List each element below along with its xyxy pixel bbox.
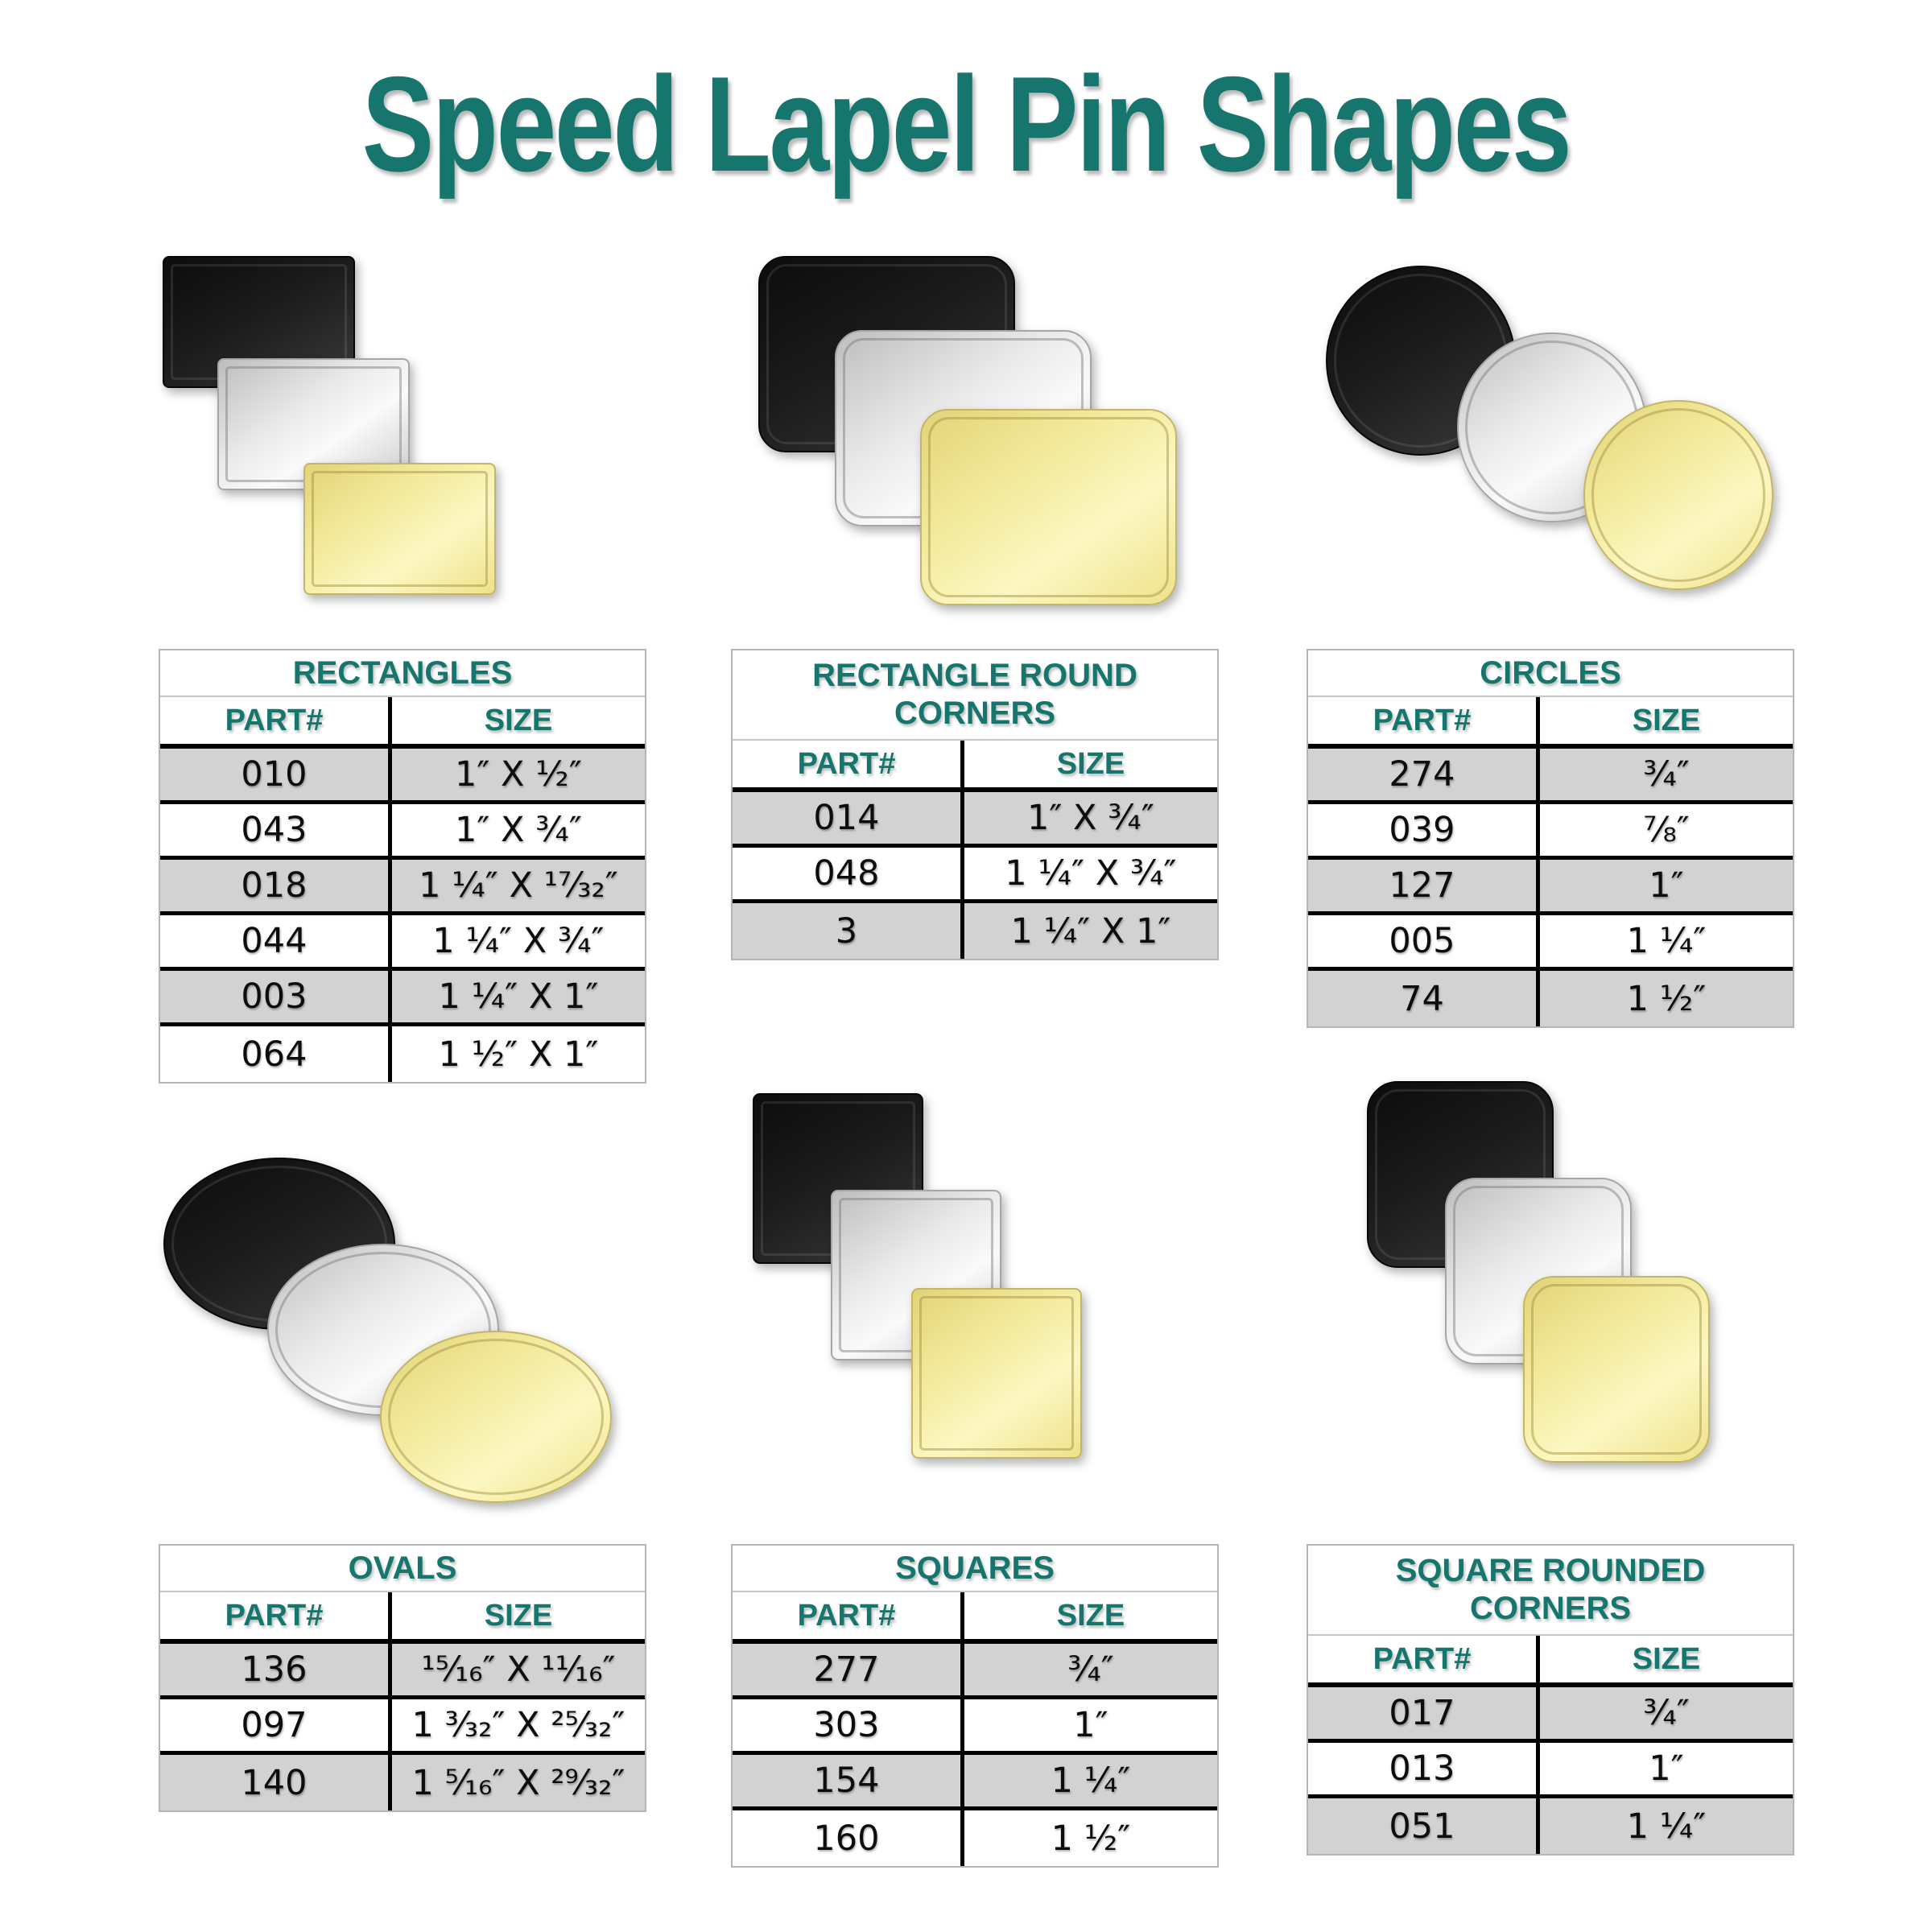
column-header-size: SIZE (1536, 697, 1793, 744)
part-number: 303 (813, 1705, 880, 1745)
part-number: 043 (241, 810, 308, 850)
table-row (1308, 915, 1793, 971)
circles-illustration (1320, 250, 1775, 592)
table-row (733, 1810, 1217, 1866)
table-rows (160, 749, 645, 1082)
table-row (733, 1755, 1217, 1810)
rounded-rectangle-pin-gold (920, 409, 1177, 605)
rounded-rectangle-table (731, 649, 1219, 960)
size-value: 1 ¼″ X ¾″ (960, 848, 1217, 899)
table-row (1308, 1687, 1793, 1743)
table-header (160, 697, 645, 749)
part-number: 018 (241, 865, 308, 906)
rectangle-pin-gold (303, 463, 496, 595)
column-header-size: SIZE (1536, 1636, 1793, 1682)
part-number: 3 (835, 910, 858, 952)
size-value: 1 ¼″ (1536, 1798, 1793, 1854)
part-number: 74 (1400, 978, 1444, 1019)
table-title (733, 650, 1217, 741)
part-number: 064 (241, 1034, 308, 1075)
table-rows (733, 792, 1217, 959)
column-header-part: PART# (1373, 703, 1472, 737)
column-header-part: PART# (225, 1598, 324, 1633)
size-value: ¹⁵⁄₁₆″ X ¹¹⁄₁₆″ (388, 1644, 645, 1695)
circles-table (1307, 649, 1794, 1028)
table-header (160, 1592, 645, 1644)
table-row (733, 1699, 1217, 1755)
table-row (160, 804, 645, 860)
size-value: 1 ½″ (960, 1810, 1217, 1866)
table-title-text: SQUARE ROUNDED CORNERS (1395, 1553, 1706, 1626)
table-title-text: RECTANGLES (292, 654, 513, 691)
table-row (160, 971, 645, 1026)
size-value: 1 ½″ X 1″ (388, 1026, 645, 1082)
part-number: 051 (1389, 1806, 1455, 1847)
table-row (1308, 804, 1793, 860)
part-number: 140 (241, 1762, 308, 1803)
table-header (733, 741, 1217, 792)
rounded-square-table (1307, 1544, 1794, 1856)
column-header-size: SIZE (388, 697, 645, 744)
column-header-size: SIZE (388, 1592, 645, 1639)
ovals-illustration (157, 1143, 616, 1505)
page-title-text: Speed Lapel Pin Shapes (361, 48, 1571, 200)
table-row (1308, 749, 1793, 804)
part-number: 127 (1389, 865, 1455, 906)
size-value: 1 ½″ (1536, 971, 1793, 1026)
part-number: 010 (241, 754, 308, 795)
table-row (160, 1699, 645, 1755)
size-value: 1 ³⁄₃₂″ X ²⁵⁄₃₂″ (388, 1699, 645, 1751)
part-number: 017 (1389, 1693, 1455, 1733)
size-value: 1 ¼″ X 1″ (388, 971, 645, 1022)
part-number: 136 (241, 1649, 308, 1690)
size-value: ¾″ (960, 1644, 1217, 1695)
square-pin-gold (911, 1288, 1082, 1459)
part-number: 277 (813, 1649, 880, 1690)
size-value: 1″ (1536, 1743, 1793, 1794)
table-row (160, 915, 645, 971)
part-number: 013 (1389, 1748, 1455, 1789)
size-value: 1″ X ¾″ (960, 792, 1217, 844)
table-rows (733, 1644, 1217, 1866)
table-row (733, 792, 1217, 848)
table-row (1308, 1743, 1793, 1798)
size-value: 1″ (1536, 860, 1793, 911)
column-header-part: PART# (225, 703, 324, 737)
table-header (733, 1592, 1217, 1644)
ovals-table (159, 1544, 646, 1812)
table-title-text: OVALS (348, 1550, 457, 1586)
rectangles-table (159, 649, 646, 1084)
table-title-text: CIRCLES (1480, 654, 1621, 691)
table-row (733, 848, 1217, 903)
part-number: 160 (813, 1818, 880, 1859)
size-value: 1 ⁵⁄₁₆″ X ²⁹⁄₃₂″ (388, 1755, 645, 1810)
table-title-text: SQUARES (895, 1550, 1055, 1586)
part-number: 044 (241, 921, 308, 961)
column-header-size: SIZE (960, 741, 1217, 787)
part-number: 048 (813, 853, 880, 894)
table-row (160, 1644, 645, 1699)
size-value: 1 ¼″ (960, 1755, 1217, 1806)
table-row (1308, 1798, 1793, 1854)
part-number: 039 (1389, 810, 1455, 850)
circle-pin-gold (1583, 400, 1773, 590)
part-number: 274 (1389, 754, 1455, 795)
table-title (160, 1546, 645, 1592)
size-value: 1 ¼″ (1536, 915, 1793, 967)
table-title (733, 1546, 1217, 1592)
table-row (160, 1026, 645, 1082)
part-number: 005 (1389, 921, 1455, 961)
table-row (733, 1644, 1217, 1699)
table-row (1308, 971, 1793, 1026)
column-header-part: PART# (797, 1598, 896, 1633)
size-value: ¾″ (1536, 749, 1793, 800)
table-row (160, 749, 645, 804)
part-number: 154 (813, 1761, 880, 1801)
size-value: ¾″ (1536, 1687, 1793, 1739)
table-rows (1308, 749, 1793, 1026)
rounded-square-pin-gold (1523, 1276, 1710, 1463)
rounded-rectangle-illustration (741, 242, 1179, 608)
part-number: 097 (241, 1705, 308, 1745)
table-rows (1308, 1687, 1793, 1854)
table-title (1308, 1546, 1793, 1636)
size-value: 1 ¼″ X ¾″ (388, 915, 645, 967)
rectangles-illustration (161, 242, 499, 596)
size-value: 1 ¼″ X 1″ (960, 903, 1217, 959)
table-title (1308, 650, 1793, 697)
squares-table (731, 1544, 1219, 1868)
size-value: 1″ X ¾″ (388, 804, 645, 856)
table-row (160, 860, 645, 915)
part-number: 014 (813, 798, 880, 838)
table-header (1308, 697, 1793, 749)
oval-pin-gold (380, 1331, 612, 1503)
size-value: ⅞″ (1536, 804, 1793, 856)
part-number: 003 (241, 976, 308, 1017)
table-row (160, 1755, 645, 1810)
table-row (1308, 860, 1793, 915)
rounded-square-illustration (1360, 1075, 1711, 1465)
column-header-part: PART# (797, 746, 896, 781)
column-header-size: SIZE (960, 1592, 1217, 1639)
size-value: 1″ (960, 1699, 1217, 1751)
size-value: 1″ X ½″ (388, 749, 645, 800)
table-title (160, 650, 645, 697)
column-header-part: PART# (1373, 1641, 1472, 1676)
size-value: 1 ¼″ X ¹⁷⁄₃₂″ (388, 860, 645, 911)
squares-illustration (749, 1087, 1083, 1461)
table-title-text: RECTANGLE ROUND CORNERS (812, 658, 1137, 731)
table-rows (160, 1644, 645, 1810)
table-row (733, 903, 1217, 959)
page-title (0, 48, 1932, 200)
table-header (1308, 1636, 1793, 1687)
